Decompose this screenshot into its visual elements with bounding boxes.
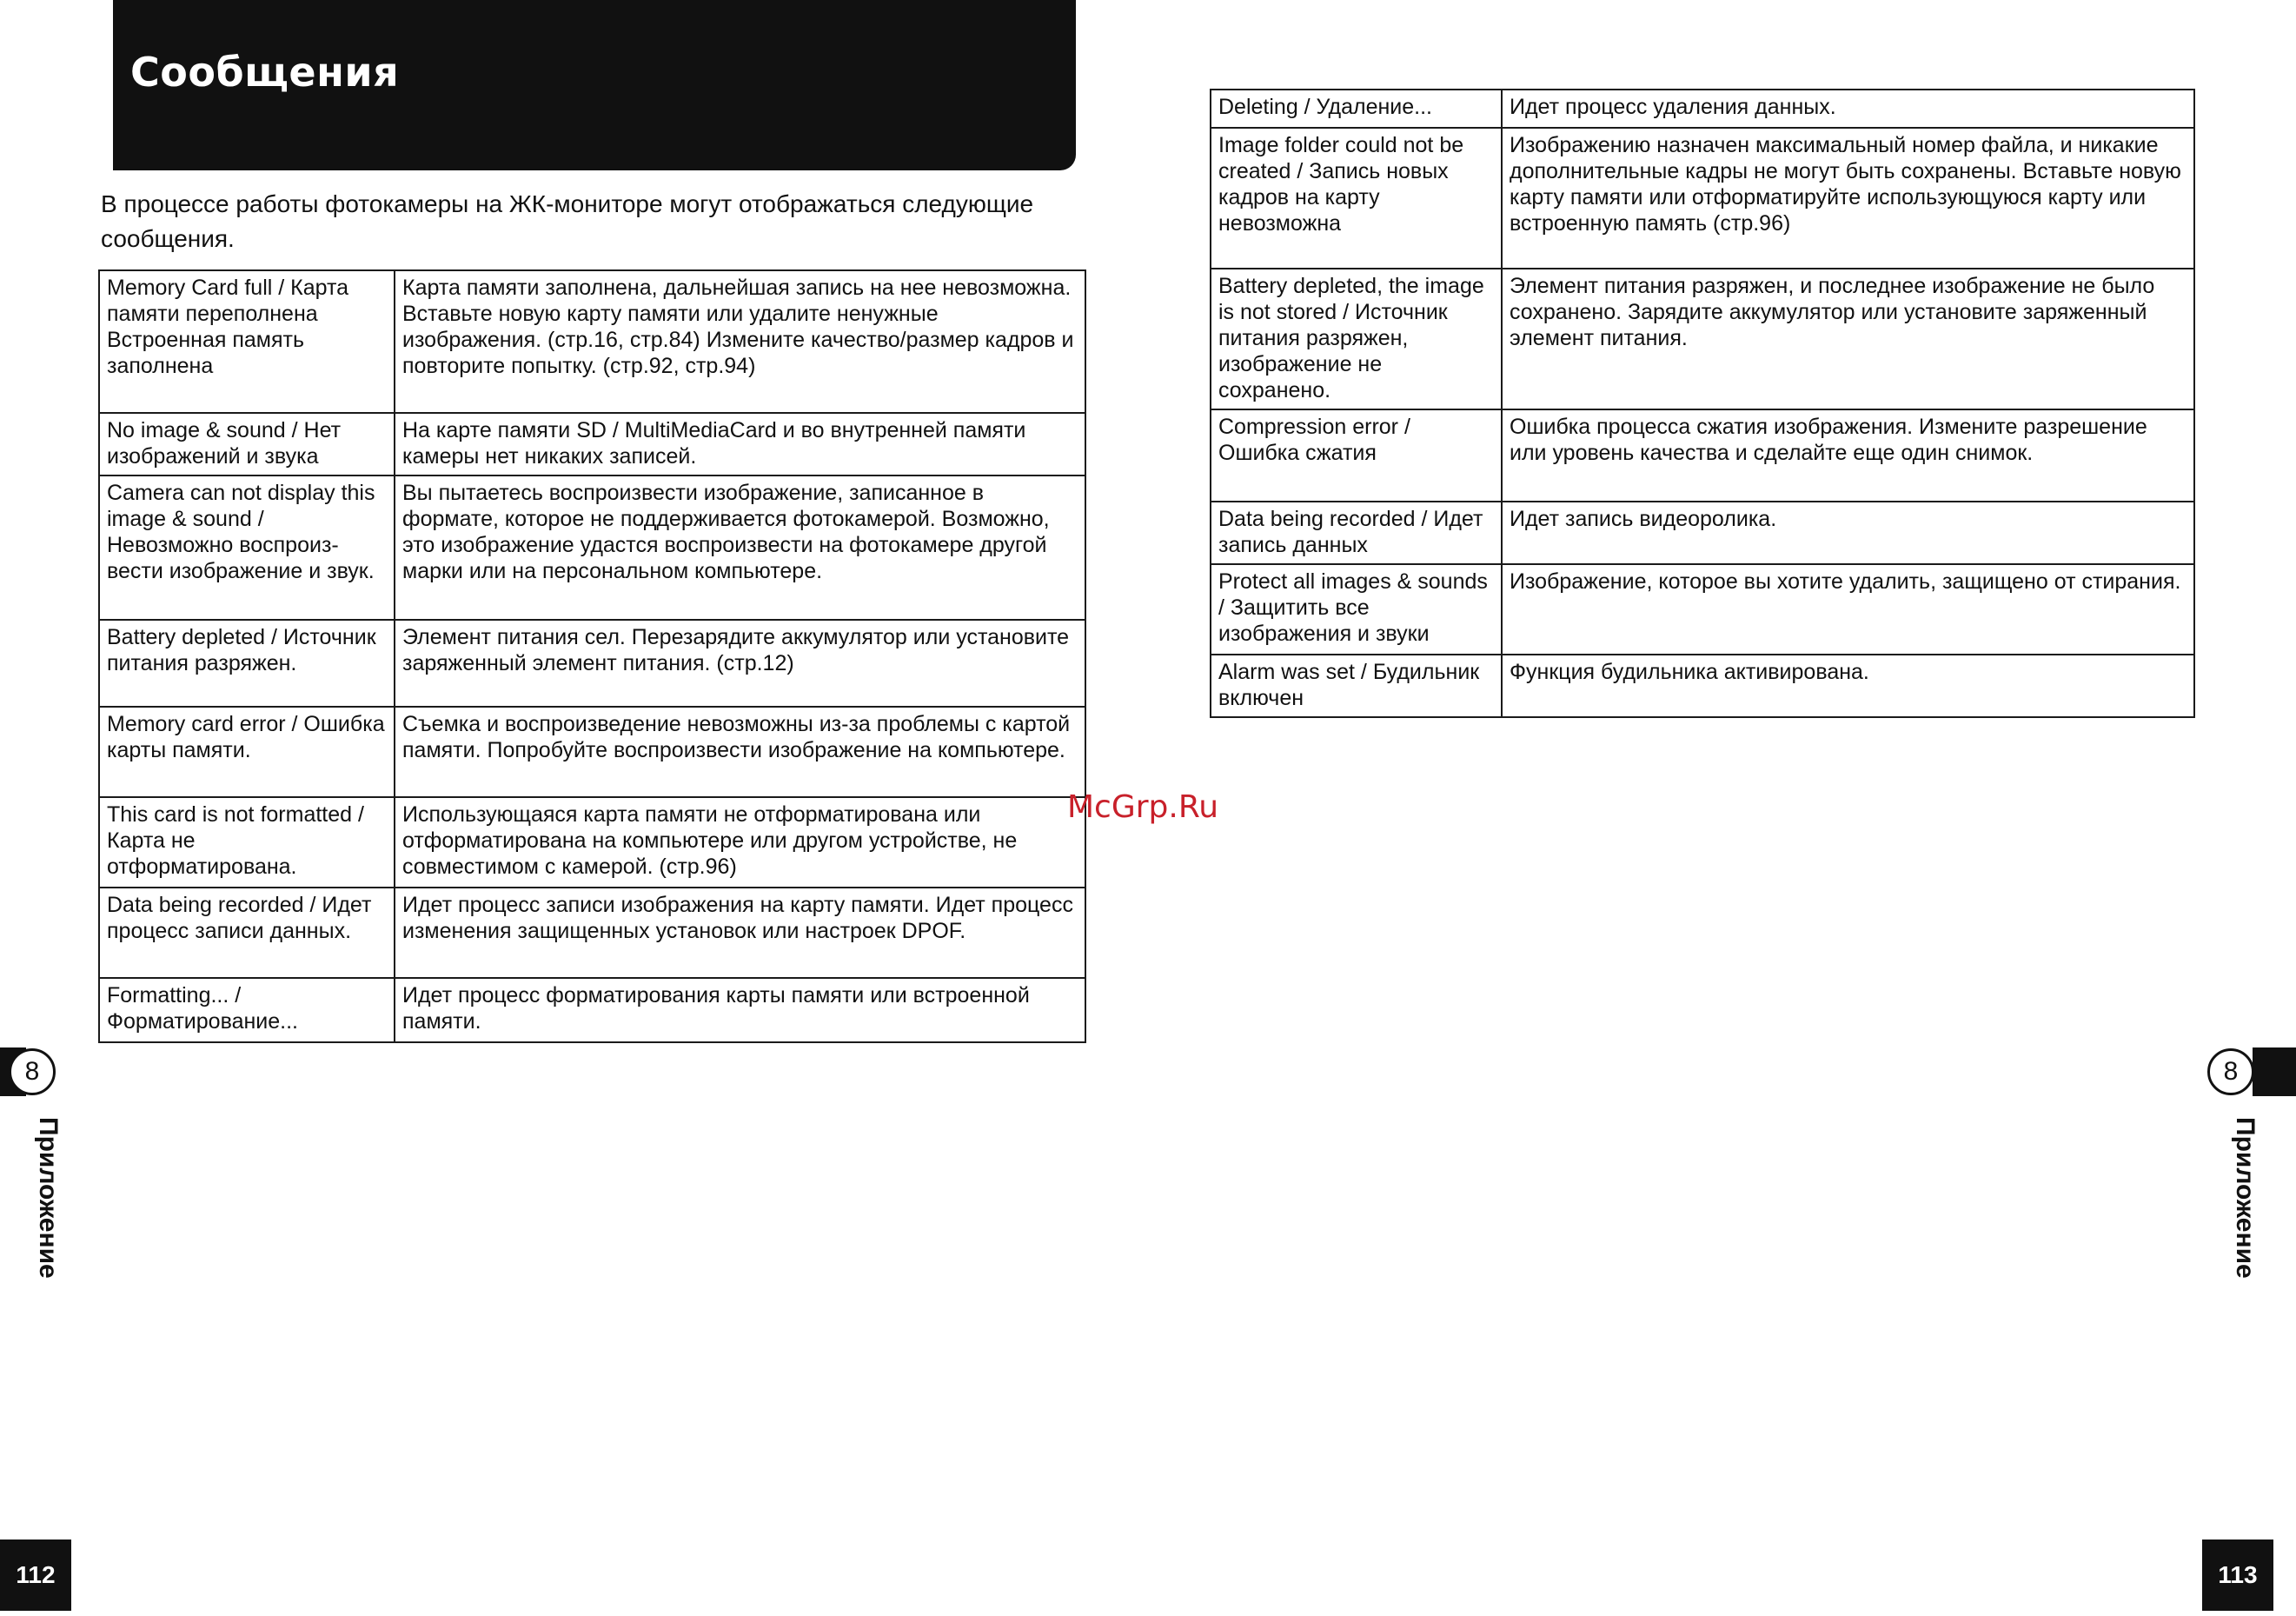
chapter-label-left: Приложение <box>34 1117 63 1279</box>
description-cell: Идет процесс удаления данных. <box>1502 90 2194 128</box>
table-row <box>99 888 1085 978</box>
table-row <box>1211 409 2194 502</box>
chapter-badge-left: 8 <box>9 1048 56 1095</box>
message-cell: Memory card error / Ошибка карты памяти. <box>99 707 395 797</box>
description-cell: Вы пытаетесь воспроизвести изображение, записанное в формате, которое не поддерживается фотокамерой. Возможно, это изображение удастся воспроизвести на фотокамере другой марки или на персональном компьютере. <box>395 475 1085 620</box>
page-number-right: 113 <box>2202 1540 2273 1611</box>
message-cell: Deleting / Удаление... <box>1211 90 1502 128</box>
message-cell: Battery depleted, the image is not stored / Источник питания разряжен, изображение не сохранено. <box>1211 269 1502 409</box>
description-cell: Элемент питания разряжен, и последнее изображение не было сохранено. Зарядите аккумулятор или установите заряженный элемент питания. <box>1502 269 2194 409</box>
message-cell: No image & sound / Нет изображений и звука <box>99 413 395 475</box>
table-row <box>1211 655 2194 717</box>
page-title: Сообщения <box>130 49 400 96</box>
description-cell: Изображение, которое вы хотите удалить, защищено от стирания. <box>1502 564 2194 655</box>
description-cell: Идет процесс форматирования карты памяти или встроенной памяти. <box>395 978 1085 1042</box>
chapter-badge-right: 8 <box>2207 1048 2254 1095</box>
chapter-label-right: Приложение <box>2231 1117 2260 1279</box>
messages-table-left <box>98 269 1086 1043</box>
table-row <box>99 797 1085 888</box>
message-cell: Compression error / Ошибка сжатия <box>1211 409 1502 502</box>
message-cell: Formatting... / Форматирование... <box>99 978 395 1042</box>
chapter-tab-right <box>2253 1047 2296 1096</box>
description-cell: Съемка и воспроизведение невозможны из-за проблемы с картой памяти. Попробуйте воспроизвести изображение на компьютере. <box>395 707 1085 797</box>
description-cell: Идет процесс записи изображения на карту памяти. Идет процесс изменения защищенных установок или настроек DPOF. <box>395 888 1085 978</box>
message-cell: Camera can not display this image & sound / Невозможно воспроиз-вести изображение и звук. <box>99 475 395 620</box>
table-row <box>99 620 1085 707</box>
table-row <box>99 270 1085 413</box>
table-row <box>1211 128 2194 269</box>
description-cell: Карта памяти заполнена, дальнейшая запись на нее невозможна. Вставьте новую карту памяти или удалите ненужные изображения. (стр.16, стр.84) Измените качество/размер кадров и повторите попытку. (стр.92, стр.94) <box>395 270 1085 413</box>
description-cell: Идет запись видеоролика. <box>1502 502 2194 564</box>
table-row <box>99 707 1085 797</box>
table-row <box>99 978 1085 1042</box>
description-cell: На карте памяти SD / MultiMediaCard и во внутренней памяти камеры нет никаких записей. <box>395 413 1085 475</box>
message-cell: Data being recorded / Идет процесс записи данных. <box>99 888 395 978</box>
watermark: McGrp.Ru <box>1067 789 1219 825</box>
table-row <box>1211 269 2194 409</box>
message-cell: Memory Card full / Карта памяти переполнена Встроенная память заполнена <box>99 270 395 413</box>
table-row <box>99 475 1085 620</box>
message-cell: This card is not formatted / Карта не отформатирована. <box>99 797 395 888</box>
message-cell: Protect all images & sounds / Защитить все изображения и звуки <box>1211 564 1502 655</box>
message-cell: Data being recorded / Идет запись данных <box>1211 502 1502 564</box>
message-cell: Image folder could not be created / Запись новых кадров на карту невозможна <box>1211 128 1502 269</box>
description-cell: Функция будильника активирована. <box>1502 655 2194 717</box>
messages-table-right <box>1210 89 2195 718</box>
intro-text: В процессе работы фотокамеры на ЖК-мониторе могут отображаться следующие сообщения. <box>101 190 1034 252</box>
table-row <box>1211 502 2194 564</box>
page-number-left: 112 <box>0 1540 71 1611</box>
message-cell: Battery depleted / Источник питания разряжен. <box>99 620 395 707</box>
table-row <box>99 413 1085 475</box>
message-cell: Alarm was set / Будильник включен <box>1211 655 1502 717</box>
description-cell: Элемент питания сел. Перезарядите аккумулятор или установите заряженный элемент питания. (стр.12) <box>395 620 1085 707</box>
description-cell: Использующаяся карта памяти не отформатирована или отформатирована на компьютере или другом устройстве, не совместимом с камерой. (стр.96) <box>395 797 1085 888</box>
description-cell: Изображению назначен максимальный номер файла, и никакие дополнительные кадры не могут быть сохранены. Вставьте новую карту памяти или отформатируйте использующуюся карту или встроенную память (стр.96) <box>1502 128 2194 269</box>
table-row <box>1211 90 2194 128</box>
table-row <box>1211 564 2194 655</box>
description-cell: Ошибка процесса сжатия изображения. Измените разрешение или уровень качества и сделайте еще один снимок. <box>1502 409 2194 502</box>
